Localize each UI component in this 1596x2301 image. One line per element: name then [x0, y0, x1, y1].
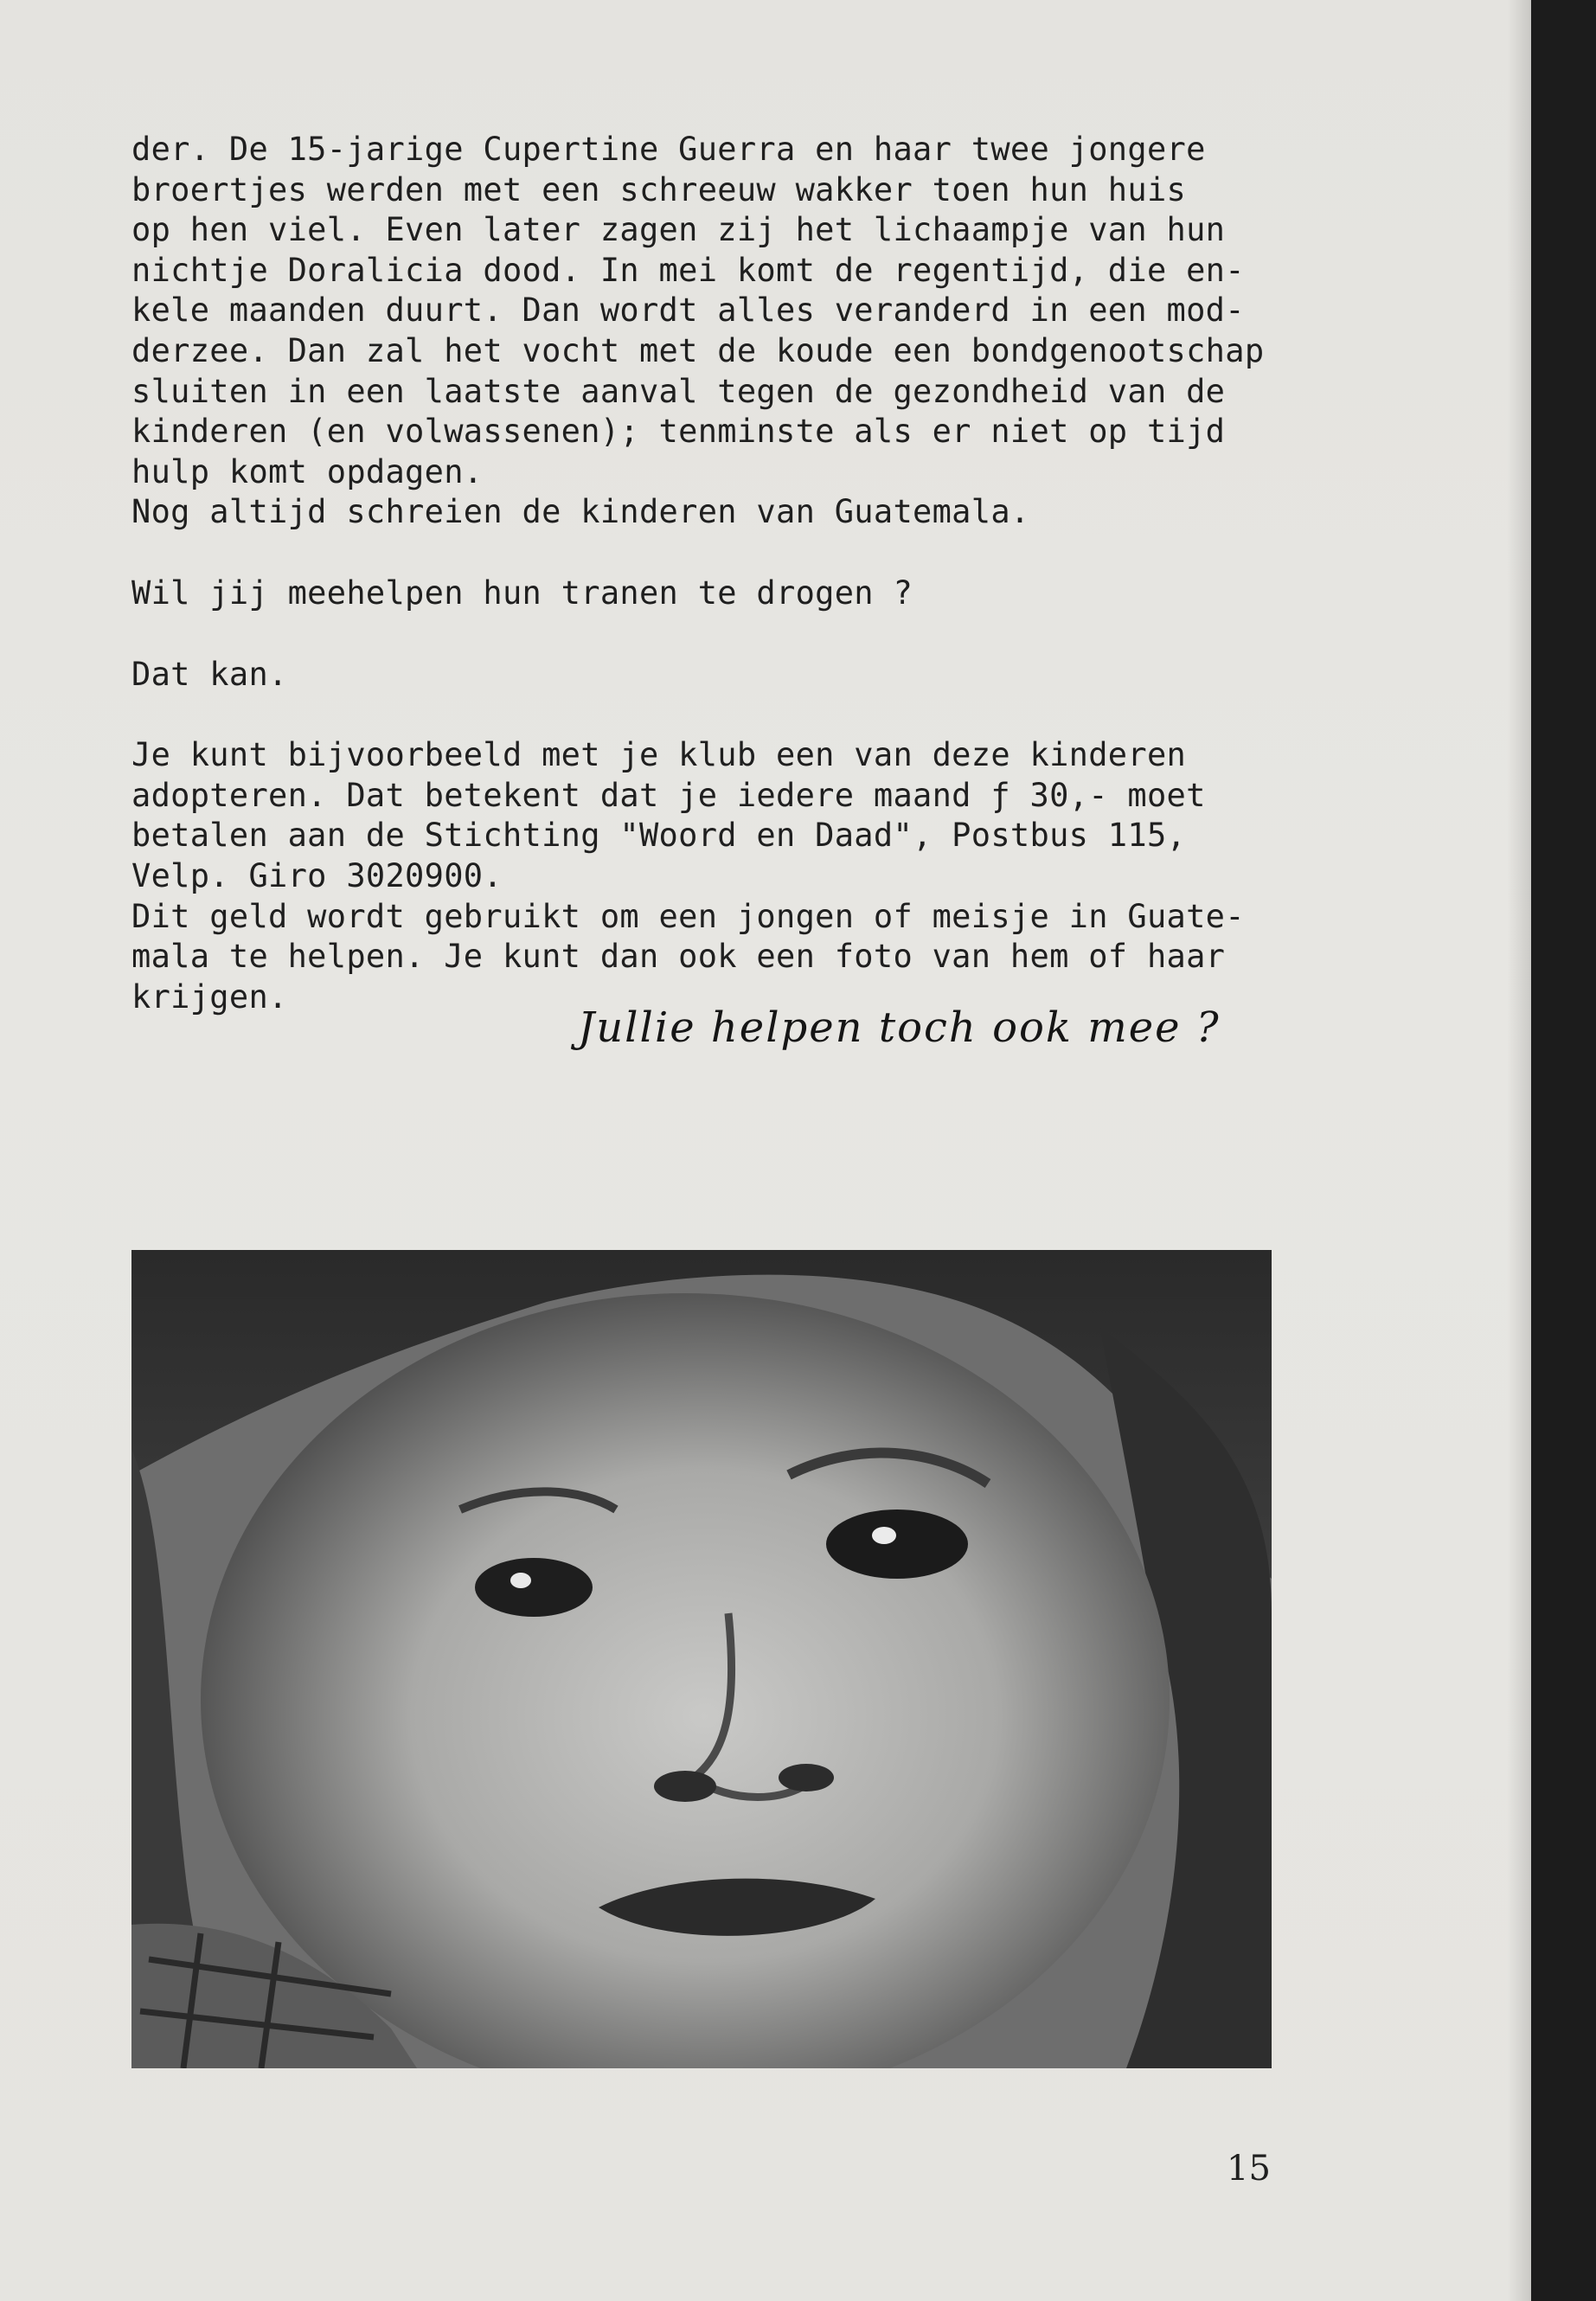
page-edge-shadow — [1507, 0, 1531, 2301]
face-shape — [201, 1293, 1170, 2068]
adoption-line: krijgen. — [131, 977, 288, 1016]
article-line: kele maanden duurt. Dan wordt alles veranderd in een mod- — [131, 292, 1245, 330]
adoption-line: mala te helpen. Je kunt dan ook een foto van hem of haar — [131, 938, 1226, 976]
article-line: sluiten in een laatste aanval tegen de gezondheid van de — [131, 372, 1226, 410]
left-nostril — [654, 1771, 716, 1802]
article-body — [131, 130, 1343, 1017]
adoption-line: adopteren. Dat betekent dat je iedere maand ƒ 30,- moet — [131, 776, 1206, 814]
article-line: der. De 15-jarige Cupertine Guerra en haar twee jongere — [131, 131, 1206, 168]
right-eye — [826, 1509, 968, 1579]
paragraph-gap — [131, 533, 1343, 574]
article-line: Nog altijd schreien de kinderen van Guatemala. — [131, 493, 1030, 531]
adoption-line: Velp. Giro 3020900. — [131, 856, 503, 894]
child-portrait-image — [131, 1250, 1272, 2068]
article-line: nichtje Doralicia dood. In mei komt de regentijd, die en- — [131, 251, 1245, 289]
left-eye-highlight — [510, 1573, 531, 1588]
article-line: hulp komt opdagen. — [131, 452, 484, 490]
handwritten-note: Jullie helpen toch ook mee ? — [578, 1003, 1221, 1052]
article-line: derzee. Dan zal het vocht met de koude een bondgenootschap — [131, 331, 1265, 369]
child-photo — [131, 1250, 1272, 2068]
page-number: 15 — [1227, 2149, 1271, 2189]
paragraph-gap — [131, 614, 1343, 655]
answer-line: Dat kan. — [131, 655, 288, 693]
article-line: kinderen (en volwassenen); tenminste als er niet op tijd — [131, 413, 1226, 451]
left-eye — [475, 1558, 593, 1617]
adoption-line: Je kunt bijvoorbeeld met je klub een van deze kinderen — [131, 736, 1187, 774]
binding-edge — [1531, 0, 1596, 2301]
right-eye-highlight — [872, 1527, 896, 1544]
right-nostril — [779, 1764, 834, 1791]
question-line: Wil jij meehelpen hun tranen te drogen ? — [131, 574, 913, 612]
adoption-line: betalen aan de Stichting "Woord en Daad", Postbus 115, — [131, 817, 1187, 855]
adoption-line: Dit geld wordt gebruikt om een jongen of meisje in Guate- — [131, 897, 1245, 935]
article-line: broertjes werden met een schreeuw wakker toen hun huis — [131, 170, 1187, 208]
article-line: op hen viel. Even later zagen zij het lichaampje van hun — [131, 211, 1226, 249]
paragraph-gap — [131, 695, 1343, 735]
